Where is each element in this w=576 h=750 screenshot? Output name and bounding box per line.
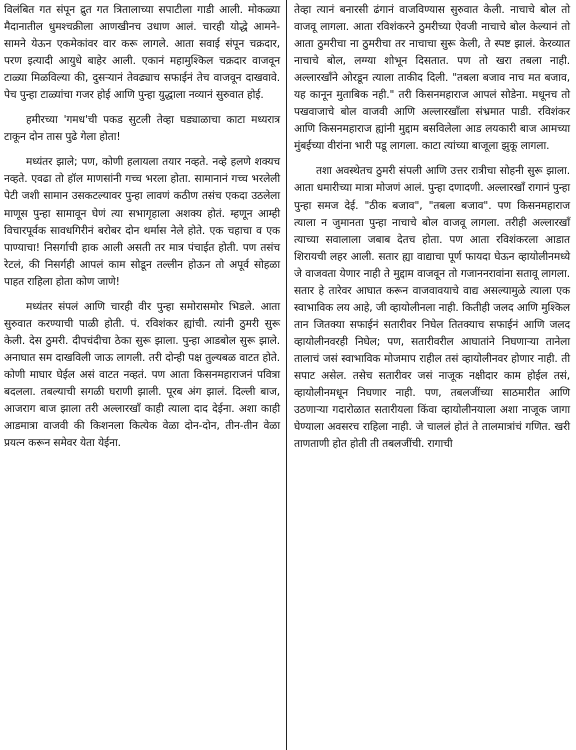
left-text-column (4, 2, 280, 452)
paragraph-4: मध्यंतर संपलं आणि चारही वीर पुन्हा समोरासमोर भिडले. आता सुरुवात करण्याची पाळी होती. पं. रविशंकर ह्यांची. त्यांनी ठुमरी सुरू केली. देस ठुमरी. दीपचंदीचा ठेका सुरू झाला. पुन्हा आडबोल सुरू झाले. अनाघात सम दाखविली जाऊ लागली. तरी दोन्ही पक्ष तुल्यबळ वाटत होते. कोणी माघार घेईल असं वाटत नव्हतं. पण आता किसनमहाराजनं पवित्रा बदलला. तबल्याची सगळी घराणी झाली. पूरब अंग झालं. दिल्ली बाज, आजराग बाज झाला तरी अल्लारखाँ काही त्याला दाद देईना. अशा काही आडमात्रा वाजवी की किशनला कित्येक वेळा दोन-दोन, तीन-तीन वेळा प्रयत्न करून समेवर येता येईना. (4, 300, 280, 450)
right-text-column (294, 2, 570, 453)
paragraph-3: मध्यंतर झाले; पण, कोणी हलायला तयार नव्हते. नव्हे हलणे शक्यच नव्हते. एवढा तो हॉल माणसांनी गच्च भरला होता. सामानानं गच्च भरलेली पेटी जशी सामान उसकटल्यावर पुन्हा लावणं कठीण तसंच एकदा उठलेला माणूस पुन्हा सामावून घेणं त्या सभागृहाला अशक्य होतं. म्हणून आम्ही विचारपूर्वक सावधगिरीनं बरोबर दोन थर्मास नेले होते. एक चहाचा व एक पाण्याचा! निसर्गाची हाक आली असती तर मात्र पंचाईत होती. पण तसंच रेटलं, की निसर्गही आपलं काम सोडून तल्लीन होऊन तो अपूर्व सोहळा पाहत राहिला होता कोण जाणे! (4, 156, 280, 288)
paragraph-2: हमीरच्या 'गमध'ची पकड सुटली तेव्हा घड्याळाचा काटा मध्यरात्र टाकून दोन तास पुढे गेला होता! (4, 114, 280, 144)
column-divider (286, 0, 287, 750)
paragraph-5: तेव्हा त्यानं बनारसी ढंगानं वाजविण्यास सुरुवात केली. नाचाचे बोल तो वाजवू लागला. आता रविशंकरने ठुमरीच्या ऐवजी नाचाचे बोल केल्यानं तो आता ठुमरीचा ना ठुमरीचा तर नाचाचा सुरू केली, ते स्पष्ट झालं. केरव्यात नाचाचे बोल, लग्ग्या शोभून दिसतात. पण तो खरा तबला नाही. अल्लारखाँने ओरडून त्याला ताकीद दिली. "तबला बजाव नाच मत बजाव, यह कानून मुताबिक नही." तरी किसनमहाराज आपलं सोडेना. मधूनच तो पखवाजाचे बोल वाजवी आणि अल्लारखाँला संभ्रमात पाडी. रविशंकर आणि किसनमहाराज ह्यांनी मुद्दाम बसविलेला आड लयकारी बाज आमच्या मुंबईच्या वीरांना भारी पडू लागला. काटा त्यांच्या बाजूला झुकू लागला. (294, 4, 570, 153)
paragraph-1: विलंबित गत संपून द्रुत गत त्रितालाच्या सपाटीला गाडी आली. मोकळ्या मैदानातील धुमश्चक्रीला आणखीनच उधाण आलं. चारही योद्धे आमने-सामने येऊन एकमेकांवर वार करू लागले. आता सवाई संपून चक्रदार, परण इत्यादी आयुधे बाहेर आली. एकानं महामुश्किल चक्रदार वाजवून टाळ्या मिळविल्या की, दुसऱ्यानं तेवढ्याच सफाईनं तेच वाजवून दाखवावे. पेच पुन्हा टाळ्यांचा गजर होई आणि पुन्हा युद्धाला नव्यानं सुरुवात होई. (4, 4, 280, 102)
paragraph-6: तशा अवस्थेतच ठुमरी संपली आणि उत्तर रात्रीचा सोहनी सुरू झाला. आता धमारीच्या मात्रा मोजणं आलं. पुन्हा दणादणी. अल्लारखाँ रागानं पुन्हा पुन्हा समज देई. "ठीक बजाव", "तबला बजाव". पण किसनमहाराज त्याला न जुमानता पुन्हा नाचाचे बोल वाजवू लागला. तरीही अल्लारखाँ त्याच्या सवालाला जबाब देतच होता. पण आता रविशंकरला आडात शिरायची लहर आली. सतार ह्या वाद्याचा पूर्ण फायदा घेऊन व्हायोलीनमध्ये जे वाजवता येणार नाही ते मुद्दाम वाजवून तो गजाननरावांना सतावू लागला. सतार हे तारेवर आघात करून वाजवावयाचे वाद्य असल्यामुळे त्याला एक स्वाभाविक लय आहे, जी व्हायोलीनला नाही. कितीही जलद आणि मुश्किल तान जितक्या सफाईनं सतारीवर निघेल तितक्याच सफाईनं आणि जलद व्हायोलीनवरही निघेल; पण, सतारीवरील आघातांने निघणाऱ्या तानेला तालाचं जसं स्वाभाविक मोजमाप राहील तसं व्हायोलीनवर होणार नाही. ती सपाट असेल. तसेच सतारीवर जसं नाजूक नक्षीदार काम होईल तसं, व्हायोलीनमधून निघणार नाही. पण, तबलजींच्या साठमारीत आणि उठणाऱ्या गदारोळात सतारीयला किंवा व्हायोलीनयाला अशा नाजूक जागा घेण्याला अवसरच राहिला नाही. जे चाललं होतं ते तालमात्रांचं गणित. खरी ताणताणी होत होती ती तबलजींची. रागाची (294, 165, 570, 451)
